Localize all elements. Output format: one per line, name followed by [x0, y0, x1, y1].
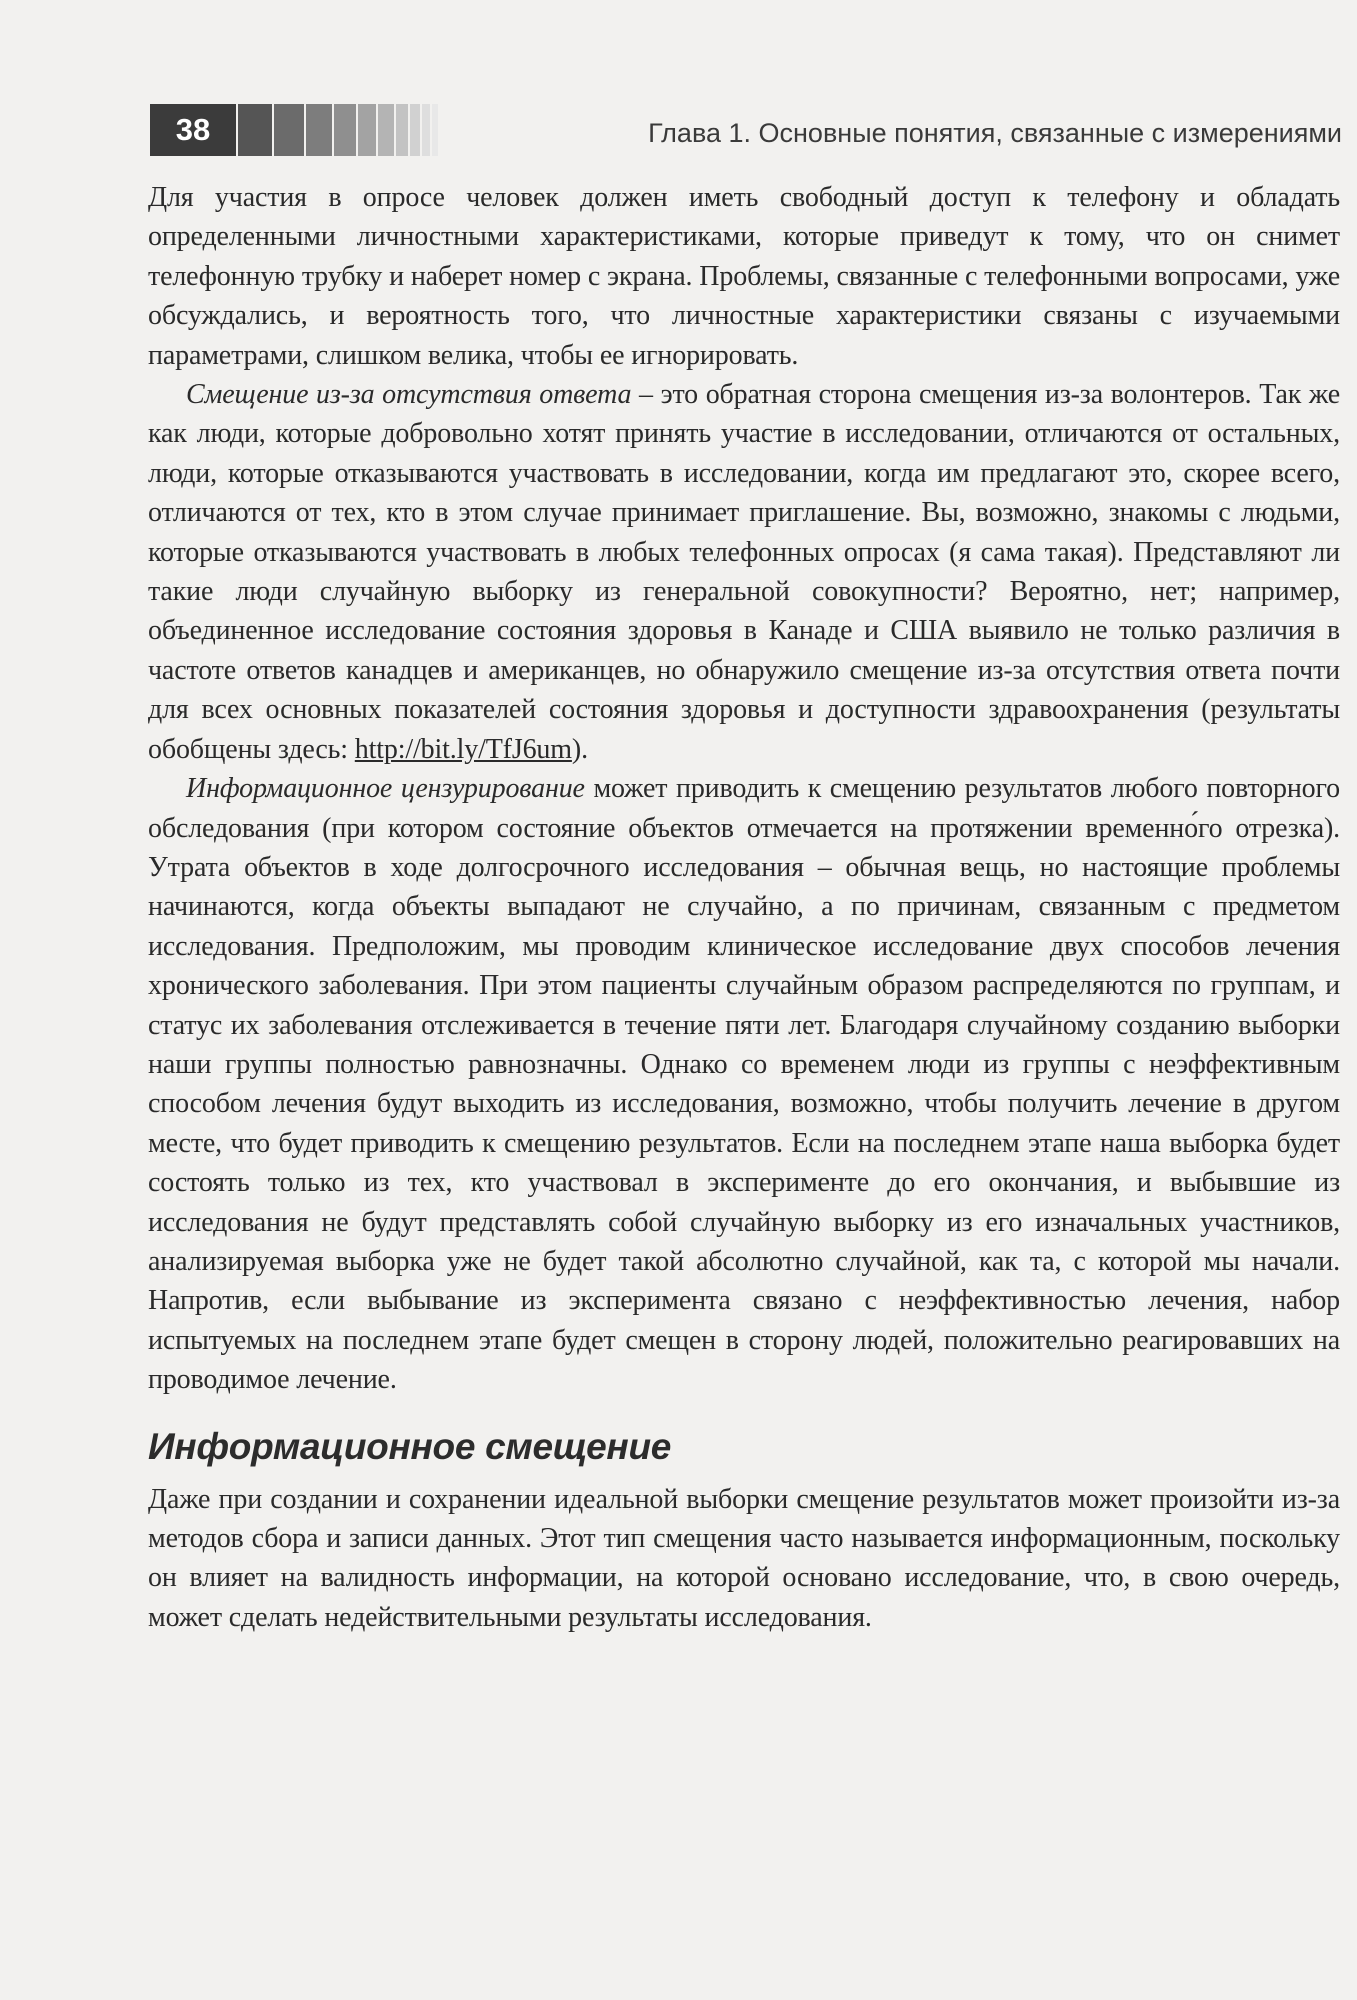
- header-decoration-bar: [358, 104, 376, 156]
- header-decoration-bar: [334, 104, 356, 156]
- paragraph-2: [148, 375, 1340, 769]
- header-decoration-bar: [306, 104, 332, 156]
- paragraph-3-text: может приводить к смещению результатов любого повторного обследования (при котором состояние объектов отмечается на протяжении временно́го отрезка). Утрата объектов в ходе долгосрочного исследования – обычная вещь, но настоящие проблемы начинаются, когда объекты выпадают не случайно, а по причинам, связанным с предметом исследования. Предположим, мы проводим клиническое исследование двух способов лечения хронического заболевания. При этом пациенты случайным образом распределяются по группам, и статус их заболевания отслеживается в течение пяти лет. Благодаря случайному созданию выборки наши группы полностью равнозначны. Однако со временем люди из группы с неэффективным способом лечения будут выходить из исследования, возможно, чтобы получить лечение в другом месте, что будет приводить к смещению результатов. Если на последнем этапе наша выборка будет состоять только из тех, кто участвовал в эксперименте до его окончания, и выбывшие из исследования не будут представлять собой случайную выборку из его изначальных участников, анализируемая выборка уже не будет такой абсолютно случайной, как та, с которой мы начали. Напротив, если выбывание из эксперимента связано с неэффективностью лечения, набор испытуемых на последнем этапе будет смещен в сторону людей, положительно реагировавших на проводимое лечение.: [148, 773, 1340, 1396]
- paragraph-3: [148, 769, 1340, 1400]
- header-decoration-bar: [410, 104, 420, 156]
- page-body: [148, 178, 1340, 1637]
- header-decoration-bar: [432, 104, 438, 156]
- chapter-title: Глава 1. Основные понятия, связанные с измерениями: [648, 118, 1342, 148]
- term-informative-censoring: Информационное цензурирование: [186, 773, 585, 805]
- header-decoration-bar: [274, 104, 304, 156]
- header-decoration-bar: [238, 104, 272, 156]
- paragraph-4: Даже при создании и сохранении идеальной выборки смещение результатов может произойти из-за методов сбора и записи данных. Этот тип смещения часто называется информационным, поскольку он влияет на валидность информации, на которой основано исследование, что, в свою очередь, может сделать недействительными результаты исследования.: [148, 1483, 1340, 1633]
- header-decoration-bar: [396, 104, 408, 156]
- page-number: 38: [150, 104, 236, 156]
- source-link[interactable]: http://bit.ly/TfJ6um: [354, 733, 572, 765]
- paragraph-2-text: – это обратная сторона смещения из-за волонтеров. Так же как люди, которые добровольно хотят принять участие в исследовании, отличаются от остальных, люди, которые отказываются участвовать в исследовании, когда им предлагают это, скорее всего, отличаются от тех, кто в этом случае принимает приглашение. Вы, возможно, знакомы с людьми, которые отказываются участвовать в любых телефонных опросах (я сама такая). Представляют ли такие люди случайную выборку из генеральной совокупности? Вероятно, нет; например, объединенное исследование состояния здоровья в Канаде и США выявило не только различия в частоте ответов канадцев и американцев, но обнаружило смещение из-за отсутствия ответа почти для всех основных показателей состояния здоровья и доступности здравоохранения (результаты обобщены здесь:: [148, 379, 1340, 765]
- section-heading: Информационное смещение: [148, 1425, 672, 1467]
- page-header: [150, 104, 1342, 156]
- paragraph-1: Для участия в опросе человек должен иметь свободный доступ к телефону и обладать определенными личностными характеристиками, которые приведут к тому, что он снимет телефонную трубку и наберет номер с экрана. Проблемы, связанные с телефонными вопросами, уже обсуждались, и вероятность того, что личностные характеристики связаны с изучаемыми параметрами, слишком велика, чтобы ее игнорировать.: [148, 182, 1340, 371]
- header-decoration-bar: [378, 104, 394, 156]
- term-nonresponse-bias: Смещение из-за отсутствия ответа: [186, 379, 632, 411]
- paragraph-2-end: ).: [571, 733, 588, 765]
- header-decoration-bar: [422, 104, 430, 156]
